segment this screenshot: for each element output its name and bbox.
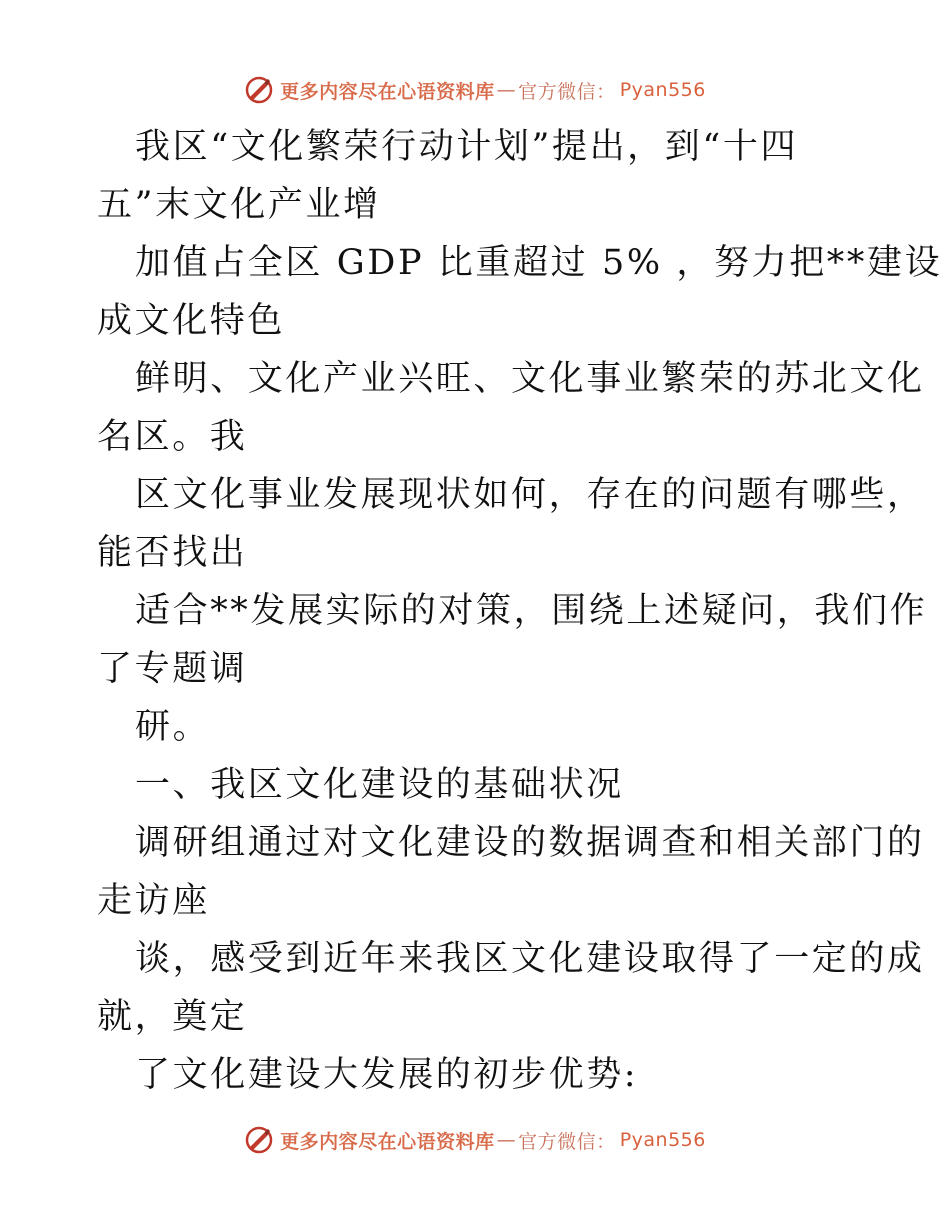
text-line: 五”末文化产业增 xyxy=(97,185,381,225)
section-heading: 一、我区文化建设的基础状况 xyxy=(135,765,624,805)
watermark-official-label: 官方微信： xyxy=(518,80,616,103)
text-line: 我区“文化繁荣行动计划”提出，到“十四 xyxy=(135,127,799,167)
watermark-separator: — xyxy=(496,79,517,101)
text-line: 谈，感受到近年来我区文化建设取得了一定的成 xyxy=(135,939,925,979)
text-line: 了专题调 xyxy=(97,649,248,689)
text-line: 了文化建设大发展的初步优势: xyxy=(135,1055,639,1095)
text-line: 适合**发展实际的对策，围绕上述疑问，我们作 xyxy=(135,591,928,631)
text-line: 就，奠定 xyxy=(97,997,248,1037)
text-line: 研。 xyxy=(135,707,211,747)
watermark-brand: 更多内容尽在心语资料库 xyxy=(280,1130,495,1153)
watermark-account: Pyan556 xyxy=(619,1129,706,1151)
watermark-account: Pyan556 xyxy=(619,79,706,101)
text-line: 鲜明、文化产业兴旺、文化事业繁荣的苏北文化 xyxy=(135,359,925,399)
header-watermark xyxy=(0,70,950,110)
text-line: 加值占全区 GDP 比重超过 5% ，努力把**建设 xyxy=(135,243,943,283)
pen-logo-icon xyxy=(244,75,274,105)
watermark-official-label: 官方微信： xyxy=(518,1130,616,1153)
text-line: 区文化事业发展现状如何，存在的问题有哪些， xyxy=(135,475,925,515)
text-line: 能否找出 xyxy=(97,533,248,573)
pen-logo-icon xyxy=(244,1125,274,1155)
document-body xyxy=(97,118,943,1104)
watermark-separator: — xyxy=(496,1129,517,1151)
text-line: 调研组通过对文化建设的数据调查和相关部门的 xyxy=(135,823,925,863)
text-line: 成文化特色 xyxy=(97,301,286,341)
text-line: 名区。我 xyxy=(97,417,248,457)
text-line: 走访座 xyxy=(97,881,210,921)
watermark-brand: 更多内容尽在心语资料库 xyxy=(280,80,495,103)
footer-watermark xyxy=(0,1120,950,1160)
